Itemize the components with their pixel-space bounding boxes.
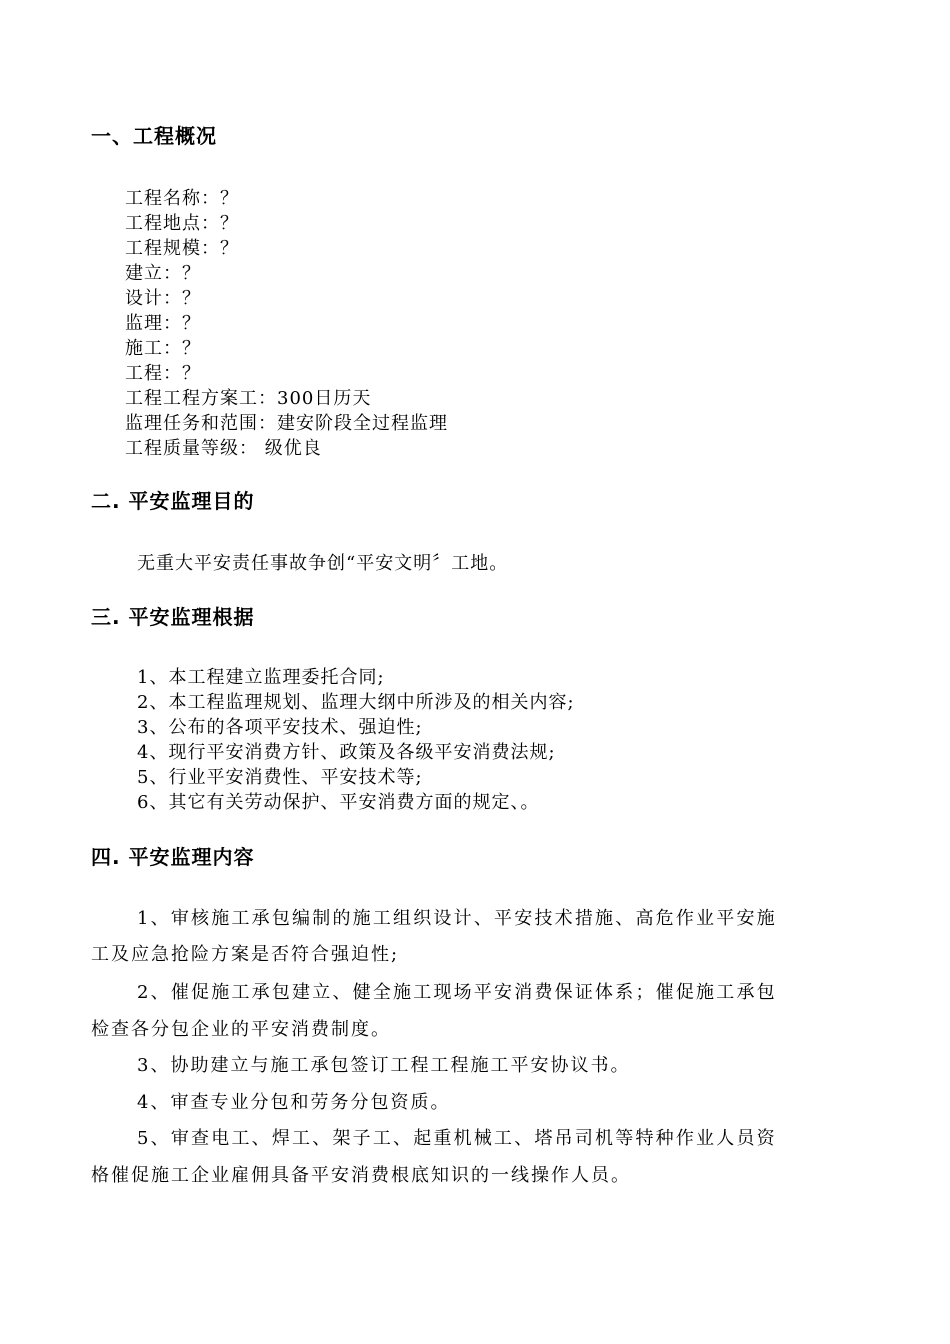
info-item: 工程工程方案工：300日历天 (125, 388, 372, 409)
info-item: 工程质量等级： 级优良 (125, 438, 322, 459)
basis-item: 1、本工程建立监理委托合同; (137, 667, 385, 688)
basis-item: 4、现行平安消费方针、政策及各级平安消费法规; (137, 742, 556, 763)
basis-item: 2、本工程监理规划、监理大纲中所涉及的相关内容; (137, 692, 575, 713)
content-line: 2、催促施工承包建立、健全施工现场平安消费保证体系；催促施工承包 (137, 982, 777, 1003)
info-item: 建立：？ (125, 263, 201, 284)
section-heading-overview: 一、工程概况 (91, 124, 217, 148)
info-item: 设计：？ (125, 288, 201, 309)
info-item: 监理：？ (125, 313, 201, 334)
purpose-text: 无重大平安责任事故争创“平安文明〞工地。 (137, 553, 509, 574)
content-line: 1、审核施工承包编制的施工组织设计、平安技术措施、高危作业平安施 (137, 908, 777, 929)
content-line: 5、审查电工、焊工、架子工、起重机械工、塔吊司机等特种作业人员资 (137, 1128, 777, 1149)
info-item: 工程：？ (125, 363, 201, 384)
info-item: 工程地点：？ (125, 213, 239, 234)
info-item: 监理任务和范围：建安阶段全过程监理 (125, 413, 448, 434)
content-line: 格催促施工企业雇佣具备平安消费根底知识的一线操作人员。 (91, 1165, 631, 1186)
section-heading-content: 四. 平安监理内容 (91, 845, 255, 869)
info-item: 施工：？ (125, 338, 201, 359)
content-line: 3、协助建立与施工承包签订工程工程施工平安协议书。 (137, 1055, 631, 1076)
basis-item: 5、行业平安消费性、平安技术等; (137, 767, 423, 788)
content-line: 工及应急抢险方案是否符合强迫性; (91, 944, 400, 965)
info-item: 工程名称：？ (125, 188, 239, 209)
section-heading-purpose: 二. 平安监理目的 (91, 489, 255, 513)
content-line: 4、审查专业分包和劳务分包资质。 (137, 1092, 451, 1113)
info-item: 工程规模：？ (125, 238, 239, 259)
basis-item: 3、公布的各项平安技术、强迫性; (137, 717, 423, 738)
section-heading-basis: 三. 平安监理根据 (91, 605, 255, 629)
basis-item: 6、其它有关劳动保护、平安消费方面的规定、。 (137, 792, 540, 813)
content-line: 检查各分包企业的平安消费制度。 (91, 1019, 391, 1040)
